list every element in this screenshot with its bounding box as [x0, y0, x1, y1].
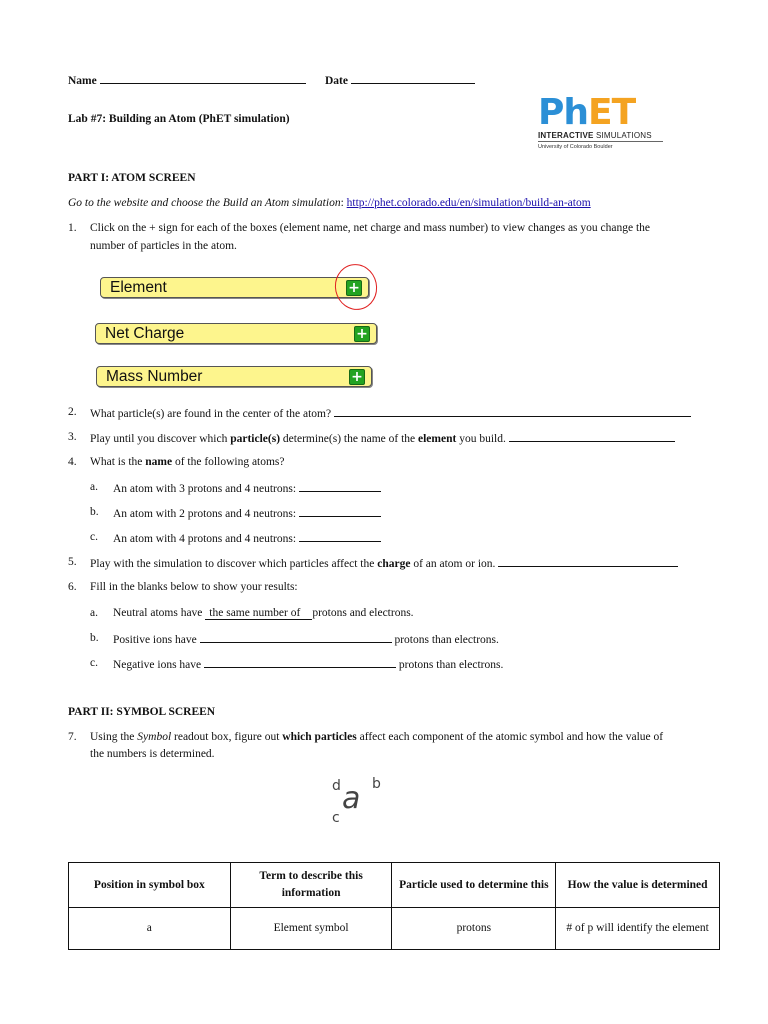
q6c-blank[interactable]	[204, 656, 396, 668]
q1-line1: 1. Click on the + sign for each of the boxes (element name, net charge and mass number) to view changes as you change the	[68, 222, 651, 234]
date-blank[interactable]	[351, 72, 475, 84]
q4a: a. An atom with 3 protons and 4 neutrons:	[90, 480, 98, 494]
q2: 2. What particle(s) are found in the center of the atom?	[68, 405, 77, 419]
net-charge-box	[95, 323, 377, 344]
q2-blank[interactable]	[334, 405, 691, 417]
q3-blank[interactable]	[509, 430, 675, 442]
table-cell: # of p will identify the element	[556, 908, 720, 950]
q4c: c. An atom with 4 protons and 4 neutrons:	[90, 530, 98, 544]
q4c-blank[interactable]	[299, 530, 381, 542]
name-blank[interactable]	[100, 72, 306, 84]
table-header-row	[69, 863, 720, 908]
atomic-symbol-diagram	[330, 776, 390, 826]
net-charge-box-label: Net Charge	[105, 325, 185, 342]
table-header-cell: Particle used to determine this	[392, 863, 556, 908]
q6c: c. Negative ions have protons than electrons.	[90, 657, 504, 671]
q5-blank[interactable]	[498, 555, 678, 567]
name-field	[68, 72, 306, 88]
q1-line2: number of particles in the atom.	[90, 240, 237, 252]
name-label: Name	[68, 75, 97, 87]
symbol-d: d	[332, 778, 341, 794]
q4b-blank[interactable]	[299, 505, 381, 517]
q6a: a. Neutral atoms have the same number of protons and electrons.	[90, 607, 414, 619]
q4: 4. What is the name of the following atoms?	[68, 456, 285, 468]
q3: 3. Play until you discover which particle(s) determine(s) the name of the element you build.	[68, 430, 77, 444]
q6: 6. Fill in the blanks below to show your results:	[68, 581, 298, 593]
plus-icon[interactable]: +	[346, 280, 362, 296]
part2-heading: PART II: SYMBOL SCREEN	[68, 706, 216, 718]
table-header-cell: How the value is determined	[556, 863, 720, 908]
q4b: b. An atom with 2 protons and 4 neutrons:	[90, 505, 99, 519]
symbol-a: a	[342, 781, 361, 816]
part1-heading: PART I: ATOM SCREEN	[68, 172, 196, 184]
q7-line2: the numbers is determined.	[90, 748, 215, 760]
phet-logo	[538, 92, 668, 175]
date-field	[325, 72, 475, 88]
plus-icon[interactable]: +	[349, 369, 365, 385]
table-cell: protons	[392, 908, 556, 950]
lab-title: Lab #7: Building an Atom (PhET simulation)	[68, 113, 290, 125]
table-row	[69, 908, 720, 950]
element-box	[100, 277, 369, 298]
symbol-table	[68, 862, 720, 950]
q4a-blank[interactable]	[299, 480, 381, 492]
symbol-b: b	[372, 776, 381, 792]
phet-link[interactable]: http://phet.colorado.edu/en/simulation/build-an-atom	[346, 197, 591, 209]
date-label: Date	[325, 75, 348, 87]
table-header-cell: Term to describe this information	[230, 863, 392, 908]
part1-intro: Go to the website and choose the Build an Atom simulation: http://phet.colorado.edu/en/simulation/build-an-atom	[68, 197, 591, 209]
q6b-blank[interactable]	[200, 631, 392, 643]
red-circle-annotation	[331, 260, 382, 314]
table-header-cell: Position in symbol box	[69, 863, 231, 908]
phet-logo-wordmark: PhET	[538, 92, 636, 133]
table-cell: Element symbol	[230, 908, 392, 950]
element-box-label: Element	[110, 279, 167, 296]
symbol-c: c	[332, 810, 340, 826]
phet-logo-university: University of Colorado Boulder	[538, 144, 613, 150]
q6b: b. Positive ions have protons than electrons.	[90, 632, 499, 646]
plus-icon[interactable]: +	[354, 326, 370, 342]
q7-line1: 7. Using the Symbol readout box, figure out which particles affect each component of the atomic symbol and how the value of	[68, 731, 664, 743]
phet-logo-subtitle: INTERACTIVE SIMULATIONS	[538, 131, 652, 140]
q5: 5. Play with the simulation to discover which particles affect the charge of an atom or ion.	[68, 555, 77, 569]
mass-number-box	[96, 366, 372, 387]
q6a-answer[interactable]: the same number of	[205, 607, 312, 620]
mass-number-box-label: Mass Number	[106, 368, 203, 385]
table-cell: a	[69, 908, 231, 950]
